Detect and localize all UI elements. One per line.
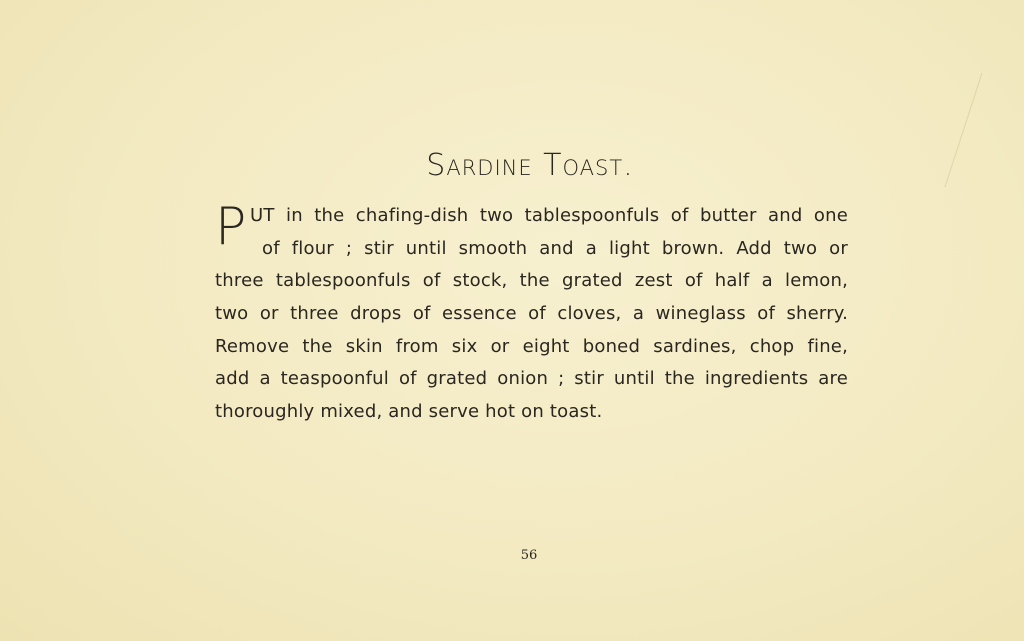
drop-cap: P xyxy=(215,197,247,257)
text-line: add a teaspoonful of grated onion ; stir until the ingredients are xyxy=(215,368,848,390)
text-line: three tablespoonfuls of stock, the grated zest of half a lemon, xyxy=(215,270,848,292)
text-line: thoroughly mixed, and serve hot on toast. xyxy=(215,401,603,423)
page-number: 56 xyxy=(520,548,538,563)
text-line: two or three drops of essence of cloves, a wineglass of sherry. xyxy=(215,303,848,325)
recipe-text xyxy=(215,197,848,429)
text-line: of flour ; stir until smooth and a light brown. Add two or xyxy=(262,237,848,259)
text-line: Remove the skin from six or eight boned sardines, chop fine, xyxy=(215,335,848,357)
page-title: Sardine Toast. xyxy=(426,148,634,183)
text-line: UT in the chafing-dish two tablespoonfuls of butter and one xyxy=(250,205,848,226)
